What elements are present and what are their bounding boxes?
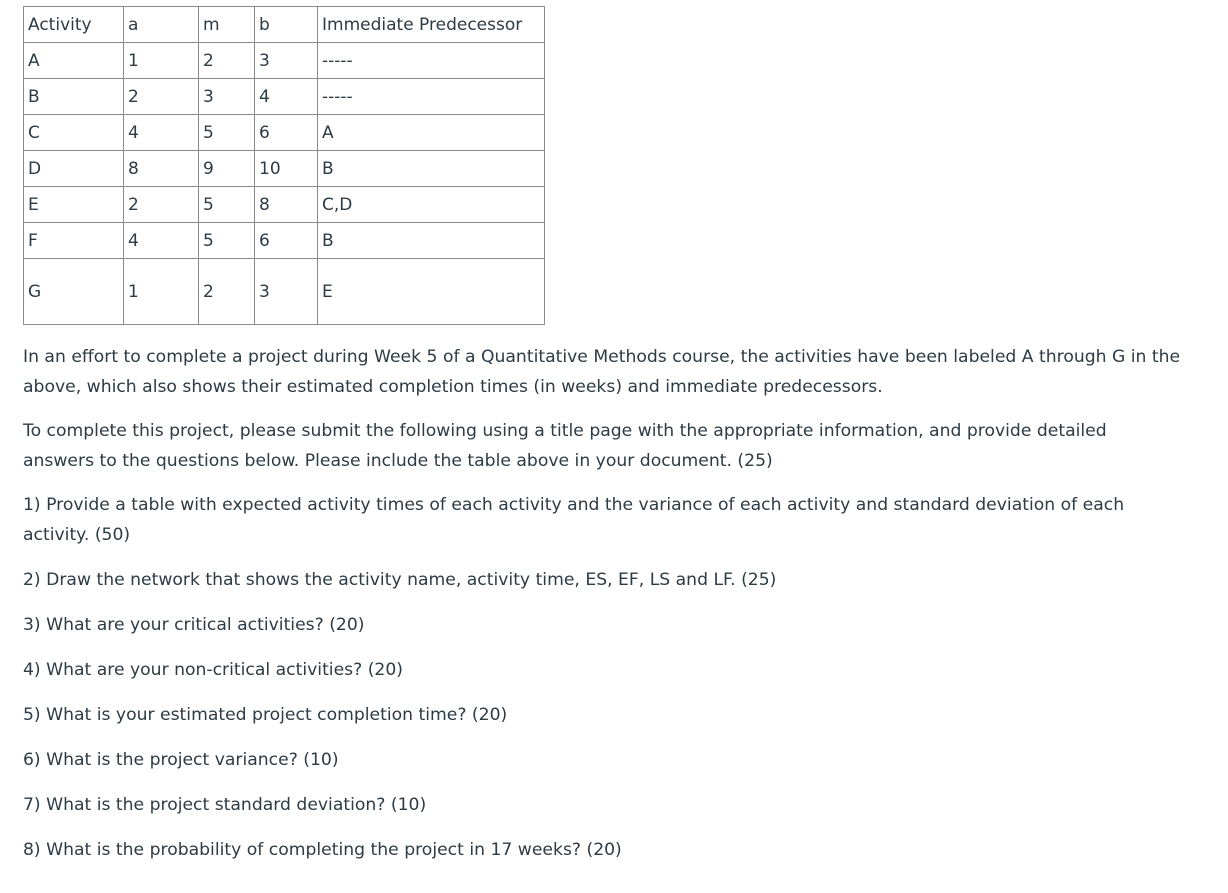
cell-a: 4 [124, 115, 199, 151]
cell-predecessor: ----- [318, 79, 545, 115]
cell-activity: A [24, 43, 124, 79]
cell-predecessor: E [318, 259, 545, 325]
document-page [23, 6, 1213, 880]
cell-m: 2 [199, 259, 255, 325]
cell-activity: E [24, 187, 124, 223]
question-8: 8) What is the probability of completing the project in 17 weeks? (20) [23, 840, 622, 860]
table-row [24, 187, 545, 223]
intro-paragraph: In an effort to complete a project during Week 5 of a Quantitative Methods course, the activities have been labeled A through G in the above, which also shows their estimated completion times (in weeks) and immediate predecessors. [23, 347, 1181, 397]
cell-activity: G [24, 259, 124, 325]
cell-a: 1 [124, 259, 199, 325]
table-row [24, 43, 545, 79]
cell-predecessor: C,D [318, 187, 545, 223]
header-activity: Activity [24, 7, 124, 43]
table-row [24, 259, 545, 325]
cell-b: 8 [255, 187, 318, 223]
cell-m: 2 [199, 43, 255, 79]
question-3: 3) What are your critical activities? (20) [23, 615, 365, 635]
cell-b: 4 [255, 79, 318, 115]
cell-b: 3 [255, 43, 318, 79]
cell-a: 2 [124, 79, 199, 115]
table-row [24, 223, 545, 259]
question-2: 2) Draw the network that shows the activity name, activity time, ES, EF, LS and LF. (25) [23, 570, 777, 590]
cell-a: 4 [124, 223, 199, 259]
cell-b: 6 [255, 115, 318, 151]
cell-b: 3 [255, 259, 318, 325]
cell-m: 5 [199, 115, 255, 151]
cell-predecessor: B [318, 151, 545, 187]
cell-a: 8 [124, 151, 199, 187]
cell-predecessor: ----- [318, 43, 545, 79]
question-1: 1) Provide a table with expected activity times of each activity and the variance of each activity and standard deviation of each activity. (50) [23, 495, 1125, 545]
instructions-paragraph: To complete this project, please submit the following using a title page with the appropriate information, and provide detailed answers to the questions below. Please include the table above in your document. (25) [23, 421, 1107, 471]
cell-m: 5 [199, 223, 255, 259]
cell-activity: C [24, 115, 124, 151]
question-4: 4) What are your non-critical activities? (20) [23, 660, 403, 680]
table-row [24, 151, 545, 187]
header-predecessor: Immediate Predecessor [318, 7, 545, 43]
assignment-text [23, 342, 1183, 865]
question-5: 5) What is your estimated project completion time? (20) [23, 705, 508, 725]
cell-b: 6 [255, 223, 318, 259]
header-a: a [124, 7, 199, 43]
cell-a: 2 [124, 187, 199, 223]
question-6: 6) What is the project variance? (10) [23, 750, 339, 770]
header-b: b [255, 7, 318, 43]
question-7: 7) What is the project standard deviation? (10) [23, 795, 427, 815]
cell-activity: F [24, 223, 124, 259]
table-header-row [24, 7, 545, 43]
table-row [24, 115, 545, 151]
table-row [24, 79, 545, 115]
activity-table [23, 6, 545, 325]
cell-m: 9 [199, 151, 255, 187]
cell-b: 10 [255, 151, 318, 187]
cell-activity: B [24, 79, 124, 115]
cell-m: 5 [199, 187, 255, 223]
cell-a: 1 [124, 43, 199, 79]
cell-activity: D [24, 151, 124, 187]
cell-predecessor: B [318, 223, 545, 259]
cell-m: 3 [199, 79, 255, 115]
header-m: m [199, 7, 255, 43]
cell-predecessor: A [318, 115, 545, 151]
